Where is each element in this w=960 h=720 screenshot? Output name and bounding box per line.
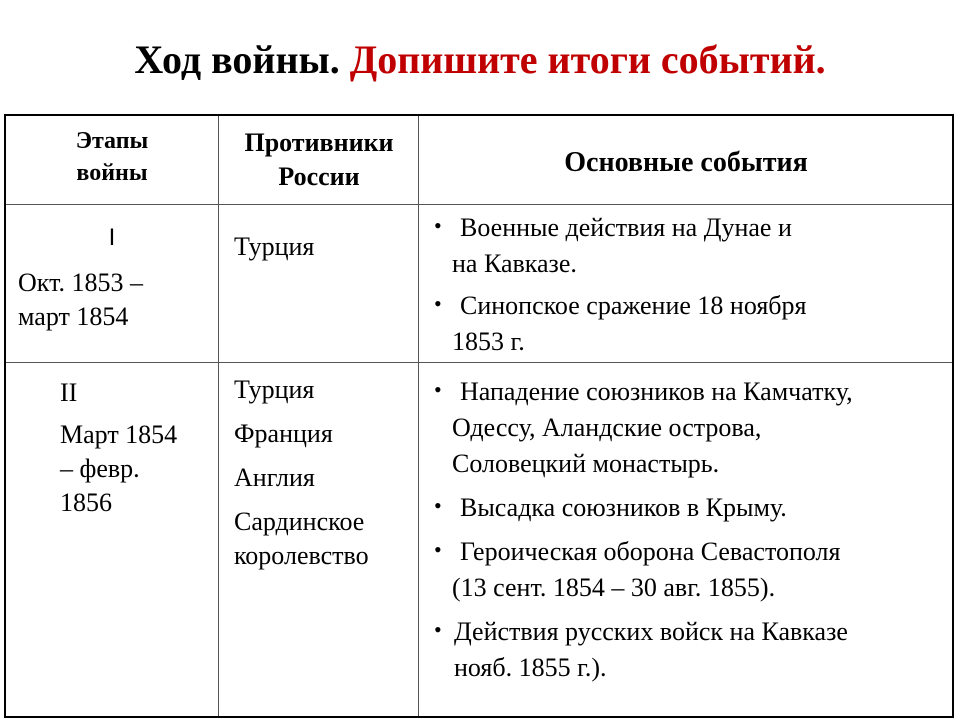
- event-item: • Действия русских войск на Кавказе нояб. 1855 г.).: [426, 614, 952, 686]
- bullet-icon: •: [434, 213, 442, 238]
- stage-dates: Март 1854 – февр. 1856: [60, 420, 178, 517]
- event-item: • Военные действия на Дунае и на Кавказе.: [426, 210, 950, 282]
- stage-number: II: [60, 378, 78, 407]
- event-item: • Нападение союзников на Камчатку, Одессу, Аландские острова, Соловецкий монастырь.: [426, 374, 952, 482]
- bullet-icon: •: [434, 537, 442, 562]
- event-item: • Высадка союзников в Крыму.: [426, 490, 952, 526]
- event-item: • Синопское сражение 18 ноября 1853 г.: [426, 288, 950, 360]
- stage-number: I: [108, 224, 116, 251]
- bullet-icon: •: [434, 493, 442, 518]
- bullet-icon: •: [434, 291, 442, 316]
- events-list: [426, 210, 950, 360]
- event-item: • Героическая оборона Севастополя (13 сент. 1854 – 30 авг. 1855).: [426, 534, 952, 606]
- opponents-list: Турция Франция Англия Сардинское королевство: [234, 375, 369, 570]
- title-main: Ход войны.: [134, 37, 340, 82]
- header-events: Основные события: [564, 147, 808, 178]
- opponents-list: Турция: [234, 232, 315, 261]
- stage-dates: Окт. 1853 – март 1854: [18, 268, 143, 331]
- column-divider: [418, 116, 419, 716]
- slide-title: [0, 32, 960, 88]
- row-divider: [6, 204, 952, 205]
- events-list: [426, 374, 952, 686]
- title-accent: Допишите итоги событий.: [349, 37, 826, 82]
- column-divider: [218, 116, 219, 716]
- bullet-icon: •: [434, 377, 442, 402]
- header-opponents: Противники России: [244, 128, 394, 191]
- row-divider: [6, 362, 952, 363]
- bullet-icon: •: [434, 617, 442, 642]
- header-stage: Этапы войны: [75, 128, 149, 186]
- war-course-table: [4, 114, 954, 718]
